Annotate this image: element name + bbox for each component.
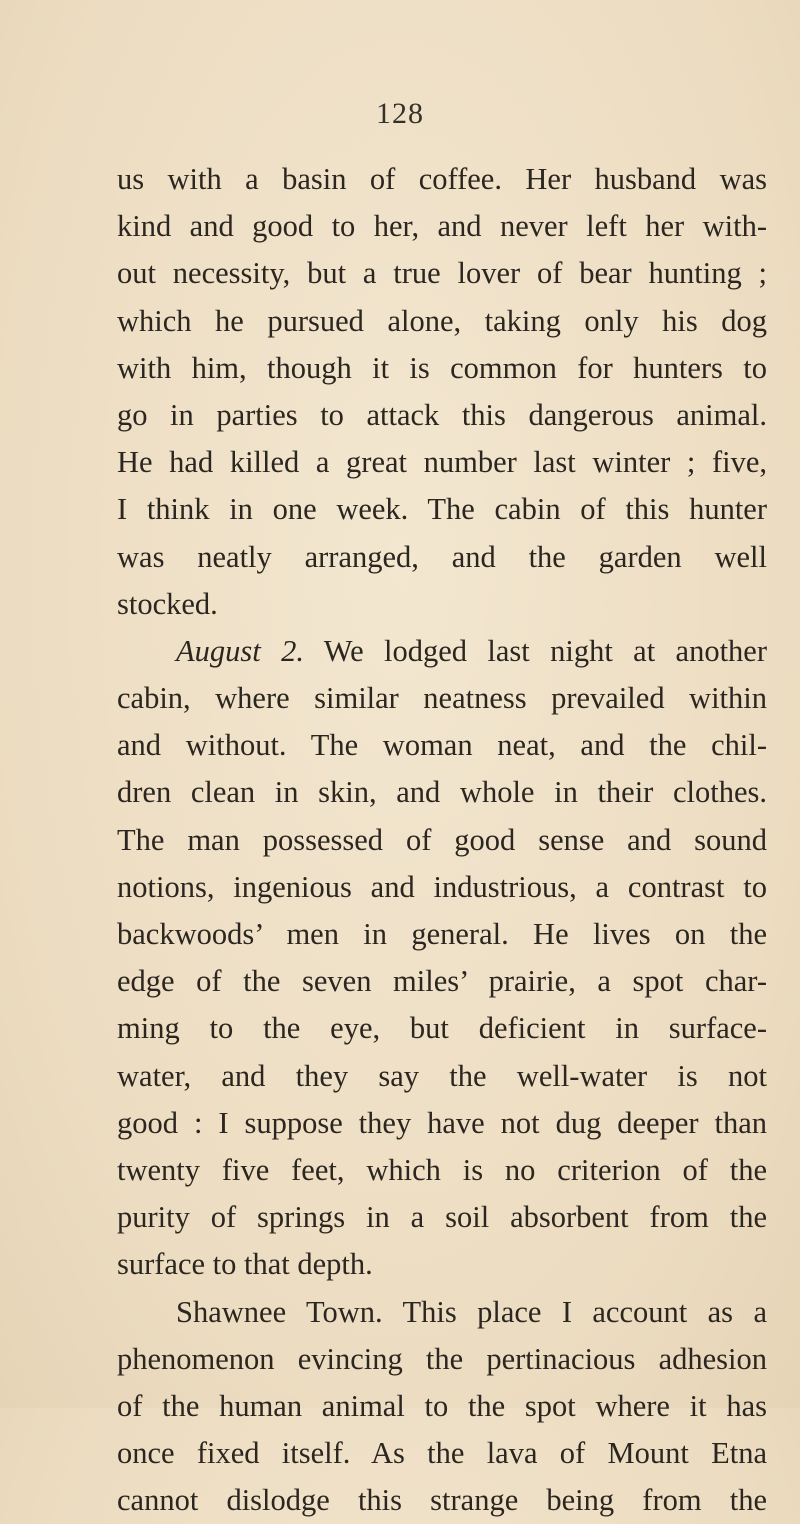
place-entry-line: Shawnee Town. This place I account as a xyxy=(176,1294,767,1329)
entry-date: August 2. xyxy=(176,633,304,668)
text-line: good : I suppose they have not dug deeper than xyxy=(117,1105,767,1140)
page-number: 128 xyxy=(376,97,424,130)
text-line: purity of springs in a soil absorbent from the xyxy=(117,1200,767,1235)
text-line: cannot dislodge this strange being from the xyxy=(117,1483,767,1518)
text-line: was neatly arranged, and the garden well xyxy=(117,539,767,574)
text-line: out necessity, but a true lover of bear hunting ; xyxy=(117,256,767,291)
text-line: twenty five feet, which is no criterion of the xyxy=(117,1152,767,1187)
text-line: backwoods’ men in general. He lives on the xyxy=(117,917,767,951)
text-line: with him, though it is common for hunters to xyxy=(117,350,767,385)
text-line: once fixed itself. As the lava of Mount Etna xyxy=(117,1436,767,1471)
paragraph-end-line: surface to that depth. xyxy=(117,1247,373,1282)
text-line: us with a basin of coffee. Her husband was xyxy=(117,162,767,196)
text-line: ming to the eye, but deficient in surface- xyxy=(117,1011,767,1046)
dated-entry-line: August 2. We lodged last night at another xyxy=(176,633,767,668)
text-line: of the human animal to the spot where it has xyxy=(117,1388,767,1423)
text-line: and without. The woman neat, and the chil- xyxy=(117,728,767,763)
text-line: phenomenon evincing the pertinacious adhesion xyxy=(117,1341,767,1376)
text-line: edge of the seven miles’ prairie, a spot char- xyxy=(117,964,767,999)
text-line: go in parties to attack this dangerous animal. xyxy=(117,397,767,432)
text-line: I think in one week. The cabin of this hunter xyxy=(117,492,767,527)
text-line: He had killed a great number last winter ; five, xyxy=(117,445,767,480)
text-line: cabin, where similar neatness prevailed within xyxy=(117,681,767,716)
text-line: dren clean in skin, and whole in their clothes. xyxy=(117,775,767,810)
paragraph-end-line: stocked. xyxy=(117,586,218,621)
text-line: which he pursued alone, taking only his dog xyxy=(117,303,767,338)
text-line: The man possessed of good sense and sound xyxy=(117,822,767,857)
text-line: water, and they say the well-water is not xyxy=(117,1058,767,1093)
body-text xyxy=(117,156,767,1524)
text-line: notions, ingenious and industrious, a contrast to xyxy=(117,869,767,904)
text-line: kind and good to her, and never left her with- xyxy=(117,209,767,244)
